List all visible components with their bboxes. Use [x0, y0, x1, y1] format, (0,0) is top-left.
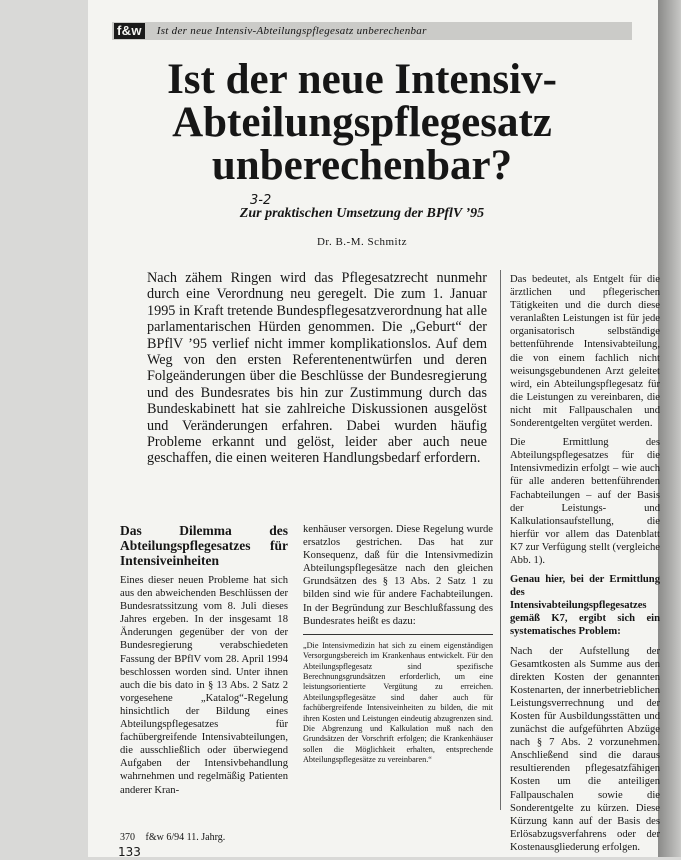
page-edge-shadow	[658, 0, 681, 857]
page-footer	[120, 832, 225, 843]
section-heading: Das Dilemma des Abteilungspflegesatzes für Intensiveinheiten	[120, 523, 288, 568]
body-paragraph: kenhäuser versorgen. Diese Regelung wurde ersatzlos gestrichen. Das hat zur Konsequenz, daß für die Intensivmedizin Abteilungspflegesätze nach den gleichen Grundsätzen des § 13 Abs. 2 Satz 1 zu bilden sind wie für andere Fachabteilungen. In der Begründung zur Beschlußfassung des Bundesrates heißt es dazu:	[303, 524, 493, 627]
column-left	[120, 523, 288, 803]
body-paragraph: Das bedeutet, als Entgelt für die ärztlichen und pflegerischen Tätigkeiten und die durch diese veranlaßten Leistungen ist für jede organisatorisch selbständige bettenführende Intensivabteilung, die von einem fachlich nicht weisungsgebundenen Arzt geleitet wird, ein Abteilungspflegesatz für die Leistungen zu vereinbaren, die nicht mit Fallpauschalen und Sonderentgelten vergütet werden.	[510, 274, 660, 430]
body-paragraph: Eines dieser neuen Probleme hat sich aus den abweichenden Beschlüssen der Bundesratssitzung vom 8. Juli dieses Jahres ergeben. In der insgesamt 18 Änderungen gegenüber der von der Bundesregierung verabschiedeten Fassung der BPflV vom 28. April 1994 beschlossen worden sind. Unter ihnen auch die bis dato in § 13 Abs. 2 Satz 2 vorgesehene „Katalog“-Regelung hinsichtlich der Bildung eines Abteilungspflegesatzes für fachübergreifende Intensivabteilungen, die ausschließlich oder überwiegend Aufgaben der Intensivbehandlung wahrnehmen und regelmäßig Patienten anderer Kran-	[120, 575, 288, 796]
body-paragraph: Die Ermittlung des Abteilungspflegesatzes für die Intensivmedizin erfolgt – wie auch für alle anderen bettenführenden Fachabteilungen – auf der Basis der Leistungs- und Kalkulationsaufstellung, die hierfür vor allem das Datenblatt K7 zur Verfügung stellt (vergleiche Abb. 1).	[510, 437, 660, 566]
title-line: Abteilungspflegesatz	[172, 99, 552, 146]
running-header	[112, 22, 632, 40]
handwritten-note: 3-2	[250, 193, 272, 208]
lead-paragraph: Nach zähem Ringen wird das Pflegesatzrecht nunmehr durch eine Verordnung neu geregelt. Die zum 1. Januar 1995 in Kraft tretende Bundespflegesatzverordnung hat alle parlamentarischen Hürden genommen. Die „Geburt“ der BPflV ’95 verlief nicht immer komplikationslos. Auf dem Weg von den ersten Referentenentwürfen und deren Folgeänderungen über die Beschlüsse der Bundesregierung und des Bundesrates bis hin zur Zustimmung durch das Bundeskabinett hat sie zahlreiche Diskussionen ausgelöst und Veränderungen erfahren. Dabei wurden häufig Probleme erkannt und gelöst, leider aber auch neue geschaffen, die einen weiteren Handlungsbedarf erfordern.	[147, 270, 487, 467]
article-title	[112, 58, 612, 187]
title-line: Ist der neue Intensiv-	[167, 56, 557, 103]
column-right	[510, 273, 660, 860]
quote-note: „Die Intensivmedizin hat sich zu einem eigenständigen Versorgungsbereich im Krankenhaus entwickelt. Für den Abteilungspflegesatz sind spezifische Berechnungsgrundsätzen erforderlich, um eine leistungsorientierte Vergütung zu erreichen. Abteilungspflegesätze sind daher auch für fachübergreifende Intensiveinheiten zu bilden, die mit ihren Kosten und Leistungen eindeutig abzugrenzen sind. Die Abgrenzung und Kalkulation muß nach den Grundsätzen der Vorschrift erfolgen; die Krankenhäuser sollen die Möglichkeit erhalten, entsprechende Abteilungspflegesätze zu vereinbaren.“	[303, 634, 493, 766]
page-number: 370	[120, 832, 135, 843]
bold-paragraph: Genau hier, bei der Ermittlung des Intensivabteilungspflegesatzes gemäß K7, ergibt sich ein systematisches Problem:	[510, 574, 660, 638]
author-byline: Dr. B.-M. Schmitz	[316, 236, 408, 248]
journal-logo: f&w	[114, 23, 145, 39]
body-paragraph: Nach der Aufstellung der Gesamtkosten als Summe aus den direkten Kosten der genannten Kostenarten, der innerbetrieblichen Leistungsverrechnung und der Kosten für Ausbildungsstätten und zunächst die aufgeführten Abzüge nach § 7 Abs. 2 vorzunehmen. Anschließend sind die daraus resultierenden pflegesatzfähigen Kosten um die anteiligen Fallpauschalen sowie die Sonderentgelte zu kürzen. Diese Kürzung kann auf der Basis des Erlösabzugsverfahrens oder der Kostenausgliederung erfolgen.	[510, 645, 660, 853]
journal-issue: f&w 6/94 11. Jahrg.	[145, 832, 226, 843]
title-line: unberechenbar?	[211, 142, 513, 189]
article-subtitle: Zur praktischen Umsetzung der BPflV ’95	[239, 206, 485, 221]
running-title: Ist der neue Intensiv-Abteilungspflegesatz unberechenbar	[156, 25, 427, 37]
handwritten-page-number: 133	[118, 845, 141, 859]
column-divider	[500, 270, 501, 810]
column-middle	[303, 523, 493, 766]
